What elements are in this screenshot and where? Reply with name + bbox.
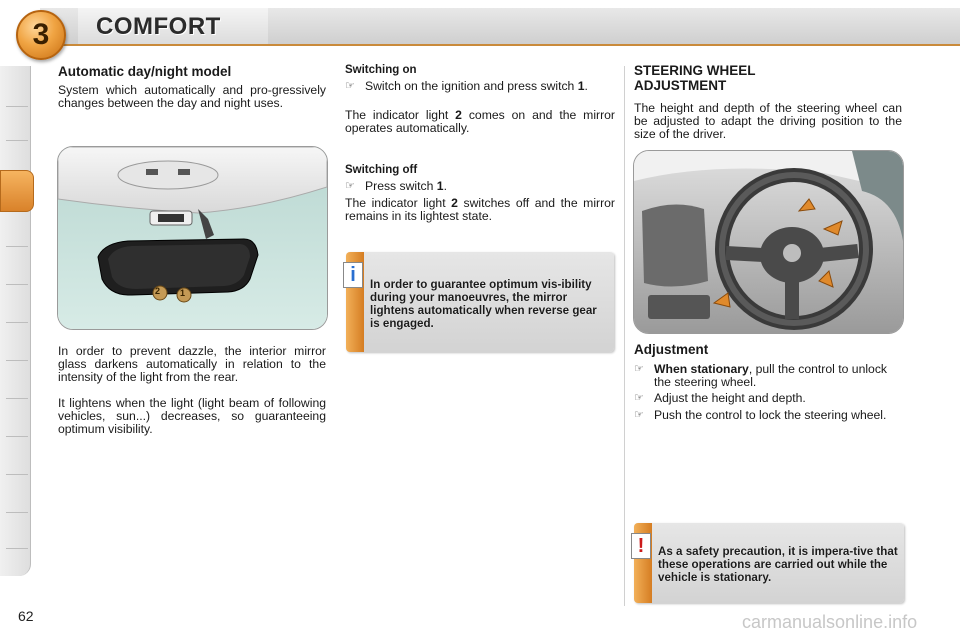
step-end: .	[584, 79, 588, 93]
switching-off-result	[345, 197, 615, 223]
tab-divider	[6, 140, 28, 141]
adjustment-step-1	[634, 363, 904, 389]
chapter-number-badge: 3	[16, 10, 66, 60]
switching-on-step	[345, 80, 615, 93]
tab-divider	[6, 360, 28, 361]
tab-divider	[6, 474, 28, 475]
result-text-end: comes on and the mirror operates automatically.	[345, 108, 615, 135]
indicator-number: 2	[455, 108, 462, 122]
indicator-light-label: 2	[155, 286, 161, 296]
steering-wheel-illustration	[633, 150, 904, 334]
tab-divider	[6, 246, 28, 247]
hand-pointer-icon: ☞	[345, 180, 355, 192]
indicator-number: 2	[451, 196, 458, 210]
chapter-tab-rail	[0, 66, 31, 576]
step-text: Switch on the ignition and press switch	[365, 79, 578, 93]
step-text: Adjust the height and depth.	[654, 391, 806, 405]
steering-heading-line-1: STEERING WHEEL	[634, 63, 756, 78]
tab-divider	[6, 398, 28, 399]
adjustment-step-3	[634, 409, 904, 422]
column-divider	[624, 66, 625, 606]
result-text: The indicator light	[345, 108, 456, 122]
watermark: carmanualsonline.info	[742, 612, 918, 632]
night-model-intro: System which automatically and pro-gressively changes between the day and night uses.	[58, 83, 326, 110]
info-icon: i	[343, 262, 363, 288]
result-text-end: switches off and the mirror remains in its lightest state.	[345, 196, 615, 223]
night-model-paragraph-1: In order to prevent dazzle, the interior mirror glass darkens automatically in relation to the intensity of the light from the rear.	[58, 344, 326, 384]
switch-number: 1	[436, 179, 444, 193]
tab-divider	[6, 512, 28, 513]
hand-pointer-icon: ☞	[634, 363, 644, 375]
switch-number: 1	[577, 79, 585, 93]
steering-heading	[634, 63, 756, 93]
night-model-heading: Automatic day/night model	[58, 64, 232, 79]
adjustment-step-2	[634, 392, 904, 405]
night-model-paragraph-2: It lightens when the light (light beam of following vehicles, sun...) decreases, so guaranteeing optimum visibility.	[58, 396, 326, 436]
tab-divider	[6, 322, 28, 323]
active-chapter-tab[interactable]	[0, 170, 34, 212]
hand-pointer-icon: ☞	[634, 409, 644, 421]
step-text: Press switch	[365, 179, 437, 193]
switching-off-step	[345, 180, 615, 193]
page-number: 62	[18, 608, 34, 624]
steering-intro: The height and depth of the steering wheel can be adjusted to adapt the driving position to the size of the driver.	[634, 101, 902, 141]
step-text: , pull the control to unlock the steering wheel.	[654, 362, 888, 389]
result-text: The indicator light	[345, 196, 452, 210]
switching-on-result	[345, 109, 615, 135]
switching-on-heading: Switching on	[345, 64, 417, 76]
info-note-text: In order to guarantee optimum vis-ibility during your manoeuvres, the mirror lightens automatically when reverse gear is engaged.	[370, 278, 597, 330]
steering-heading-line-2: ADJUSTMENT	[634, 78, 727, 93]
hand-pointer-icon: ☞	[345, 80, 355, 92]
adjustment-heading: Adjustment	[634, 342, 709, 357]
step-bold: When stationary	[654, 362, 749, 376]
chapter-title: COMFORT	[96, 13, 221, 40]
tab-divider	[6, 106, 28, 107]
tab-divider	[6, 548, 28, 549]
tab-divider	[6, 436, 28, 437]
switch-label: 1	[180, 288, 186, 298]
rearview-mirror-illustration	[57, 146, 328, 330]
tab-divider	[6, 284, 28, 285]
switching-off-heading: Switching off	[345, 164, 418, 176]
warning-note-text: As a safety precaution, it is impera-tive that these operations are carried out while the vehicle is stationary.	[658, 545, 898, 584]
step-end: .	[443, 179, 447, 193]
hand-pointer-icon: ☞	[634, 392, 644, 404]
step-text: Push the control to lock the steering wheel.	[654, 408, 887, 422]
warning-icon: !	[631, 533, 651, 559]
